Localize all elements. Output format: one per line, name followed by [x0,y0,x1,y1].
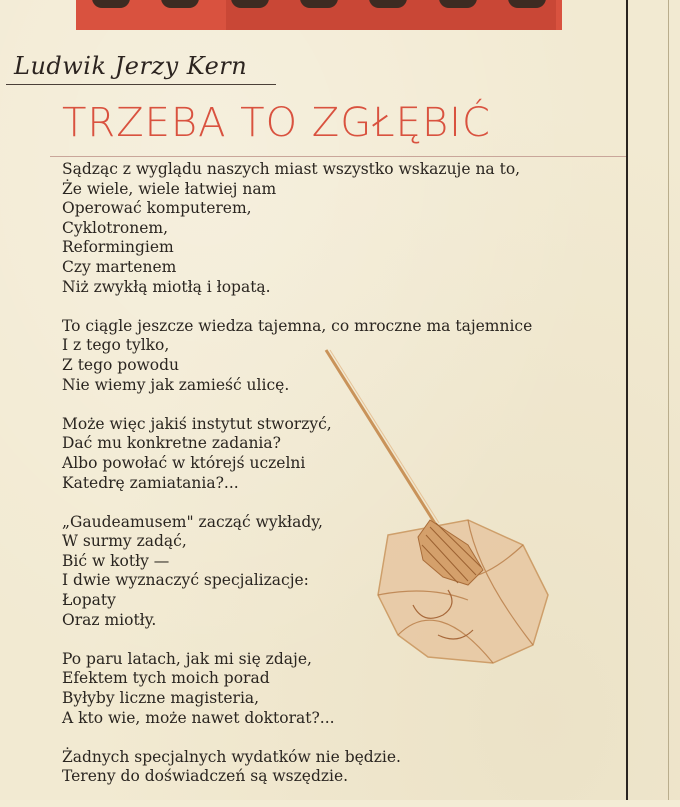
poem-line: Efektem tych moich porad [62,669,270,688]
author-name: Ludwik Jerzy Kern [14,52,248,80]
poem-line: W surmy zadąć, [62,532,187,551]
poem-line: Dać mu konkretne zadania? [62,434,281,453]
poem-line: Tereny do doświadczeń są wszędzie. [62,767,349,786]
poem-line: Cyklotronem, [62,218,169,237]
stanza [62,415,622,493]
title-rule [50,156,626,157]
poem-line: Sądząc z wyglądu naszych miast wszystko wskazuje na to, [62,160,521,178]
stanza [62,513,622,631]
header-glyph [439,0,477,8]
header-glyph [92,0,130,8]
poem-line: Byłyby liczne magisteria, [62,689,260,708]
poem-line: I dwie wyznaczyć specjalizacje: [62,571,309,590]
poem-title: TRZEBA TO ZGŁĘBIĆ [62,100,491,146]
author-underline [6,84,276,85]
poem-line: Bić w kotły — [62,551,170,570]
poem-line: Reformingiem [62,238,174,257]
poem-line: A kto wie, może nawet doktorat?... [62,708,335,727]
header-banner [76,0,562,30]
header-glyph [369,0,407,8]
header-glyph [508,0,546,8]
poem-line: Że wiele, wiele łatwiej nam [62,179,277,198]
poem-line: Z tego powodu [62,355,180,374]
poem-line: Żadnych specjalnych wydatków nie będzie. [62,747,401,766]
stanza [62,650,622,728]
poem-line: Albo powołać w którejś uczelni [62,453,306,472]
poem-line: Może więc jakiś instytut stworzyć, [62,414,332,433]
poem-line: I z tego tylko, [62,336,170,355]
poem-line: To ciągle jeszcze wiedza tajemna, co mroczne ma tajemnice [62,316,533,335]
header-glyph [300,0,338,8]
poem-body [62,160,622,807]
stanza [62,748,622,787]
stanza [62,160,622,297]
poem-line: Operować komputerem, [62,199,252,218]
poem-line: Po paru latach, jak mi się zdaje, [62,649,312,668]
poem-line: Nie wiemy jak zamieść ulicę. [62,375,290,394]
header-glyph [231,0,269,8]
page-edge [668,0,669,800]
stanza [62,317,622,395]
poem-line: Łopaty [62,591,116,610]
poem-line: Czy martenem [62,257,177,276]
poem-line: Niż zwykłą miotłą i łopatą. [62,277,271,296]
header-glyphs [76,0,562,12]
poem-line: „Gaudeamusem" zacząć wykłady, [62,512,323,531]
poem-line: Oraz miotły. [62,610,157,629]
poem-line: Katedrę zamiatania?... [62,473,239,492]
header-glyph [161,0,199,8]
column-divider [626,0,628,800]
